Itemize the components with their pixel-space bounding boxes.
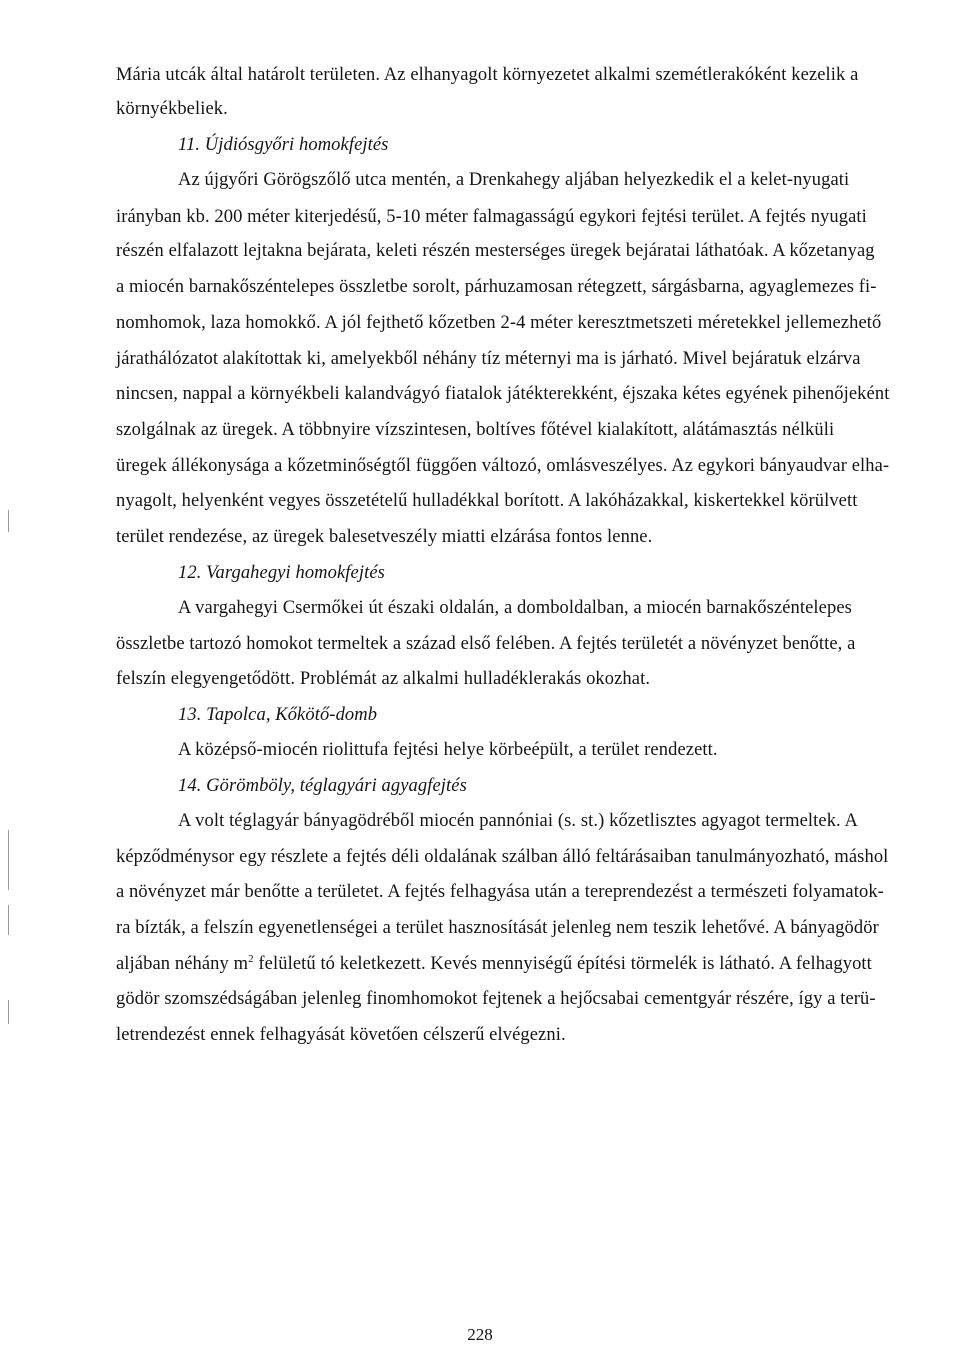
section-title: Újdiósgyőri homokfejtés bbox=[204, 135, 389, 155]
text-line: A volt téglagyár bányagödréből miocén pannóniai (s. st.) kőzetlisztes agyagot termeltek. A bbox=[178, 811, 858, 831]
text-line: a miocén barnakőszéntelepes összletbe sorolt, párhuzamosan rétegzett, sárgásbarna, agyaglemezes fi- bbox=[116, 277, 877, 297]
text-segment: felületű tó keletkezett. Kevés mennyiségű építési törmelék is látható. A felhagyott bbox=[253, 954, 872, 974]
text-line: terület rendezése, az üregek balesetveszély miatti elzárása fontos lenne. bbox=[116, 527, 653, 547]
text-line: gödör szomszédságában jelenleg finomhomokot fejtenek a hejőcsabai cementgyár részére, így a terü- bbox=[116, 989, 876, 1009]
scan-artifact bbox=[8, 510, 9, 532]
text-line: nomhomok, laza homokkő. A jól fejthető kőzetben 2-4 méter keresztmetszeti méretekkel jellemezhető bbox=[116, 313, 882, 333]
text-line: részén elfalazott lejtakna bejárata, keleti részén mesterséges üregek bejáratai láthatóak. A kőzetanyag bbox=[116, 241, 875, 261]
section-title: Vargahegyi homokfejtés bbox=[206, 563, 385, 583]
text-line: összletbe tartozó homokot termeltek a század első felében. A fejtés területét a növényzet benőtte, a bbox=[116, 634, 856, 654]
text-line: környékbeliek. bbox=[116, 99, 228, 119]
text-line: A középső-miocén riolittufa fejtési helye körbeépült, a terület rendezett. bbox=[178, 740, 718, 760]
page-number: 228 bbox=[467, 1325, 493, 1344]
section-title: Görömböly, téglagyári agyagfejtés bbox=[206, 776, 467, 796]
section-number: 14. bbox=[178, 776, 202, 796]
text-line: felszín elegyengetődött. Problémát az alkalmi hulladéklerakás okozhat. bbox=[116, 669, 651, 689]
text-line: Mária utcák által határolt területen. Az elhanyagolt környezetet alkalmi szemétlerakóként kezelik a bbox=[116, 65, 859, 85]
text-line: nincsen, nappal a környékbeli kalandvágyó fiatalok játékterekként, éjszaka kétes egyének pihenőjeként bbox=[116, 384, 890, 404]
text-line: járathálózatot alakítottak ki, amelyekből néhány tíz méternyi ma is járható. Mivel bejáratuk elzárva bbox=[116, 349, 861, 369]
text-segment: aljában néhány m bbox=[116, 954, 249, 974]
text-line bbox=[116, 953, 872, 975]
section-number: 11. bbox=[178, 135, 201, 155]
text-line: A vargahegyi Csermőkei út északi oldalán, a domboldalban, a miocén barnakőszéntelepes bbox=[178, 598, 852, 618]
text-line: üregek állékonysága a kőzetminőségtől függően változó, omlásveszélyes. Az egykori bányaudvar elha- bbox=[116, 456, 890, 476]
text-line: letrendezést ennek felhagyását követően célszerű elvégezni. bbox=[116, 1025, 566, 1045]
section-heading-13 bbox=[178, 704, 377, 726]
text-line: a növényzet már benőtte a területet. A fejtés felhagyása után a tereprendezést a természeti folyamatok- bbox=[116, 882, 884, 902]
scan-artifact bbox=[8, 1000, 9, 1024]
section-heading-12 bbox=[178, 562, 385, 584]
text-line: nyagolt, helyenként vegyes összetételű hulladékkal borított. A lakóházakkal, kiskertekkel körülvett bbox=[116, 491, 858, 511]
text-line: képződménysor egy részlete a fejtés déli oldalának szálban álló feltárásaiban tanulmányozható, máshol bbox=[116, 847, 889, 867]
scan-artifact bbox=[8, 830, 9, 890]
text-line: irányban kb. 200 méter kiterjedésű, 5-10 méter falmagasságú egykori fejtési terület. A fejtés nyugati bbox=[116, 207, 867, 227]
scan-artifact bbox=[8, 905, 9, 935]
section-heading-14 bbox=[178, 775, 467, 797]
text-line: Az újgyőri Görögszőlő utca mentén, a Drenkahegy aljában helyezkedik el a kelet-nyugati bbox=[178, 170, 850, 190]
text-line: szolgálnak az üregek. A többnyire vízszintesen, boltíves főtével kialakított, alátámasztás nélküli bbox=[116, 420, 835, 440]
text-line: ra bízták, a felszín egyenetlenségei a terület hasznosítását jelenleg nem teszik lehetővé. A bányagödör bbox=[116, 918, 879, 938]
section-number: 13. bbox=[178, 705, 202, 725]
superscript: 2 bbox=[248, 952, 254, 965]
section-title: Tapolca, Kőkötő-domb bbox=[206, 705, 378, 725]
section-heading-11 bbox=[178, 134, 388, 156]
section-number: 12. bbox=[178, 563, 202, 583]
